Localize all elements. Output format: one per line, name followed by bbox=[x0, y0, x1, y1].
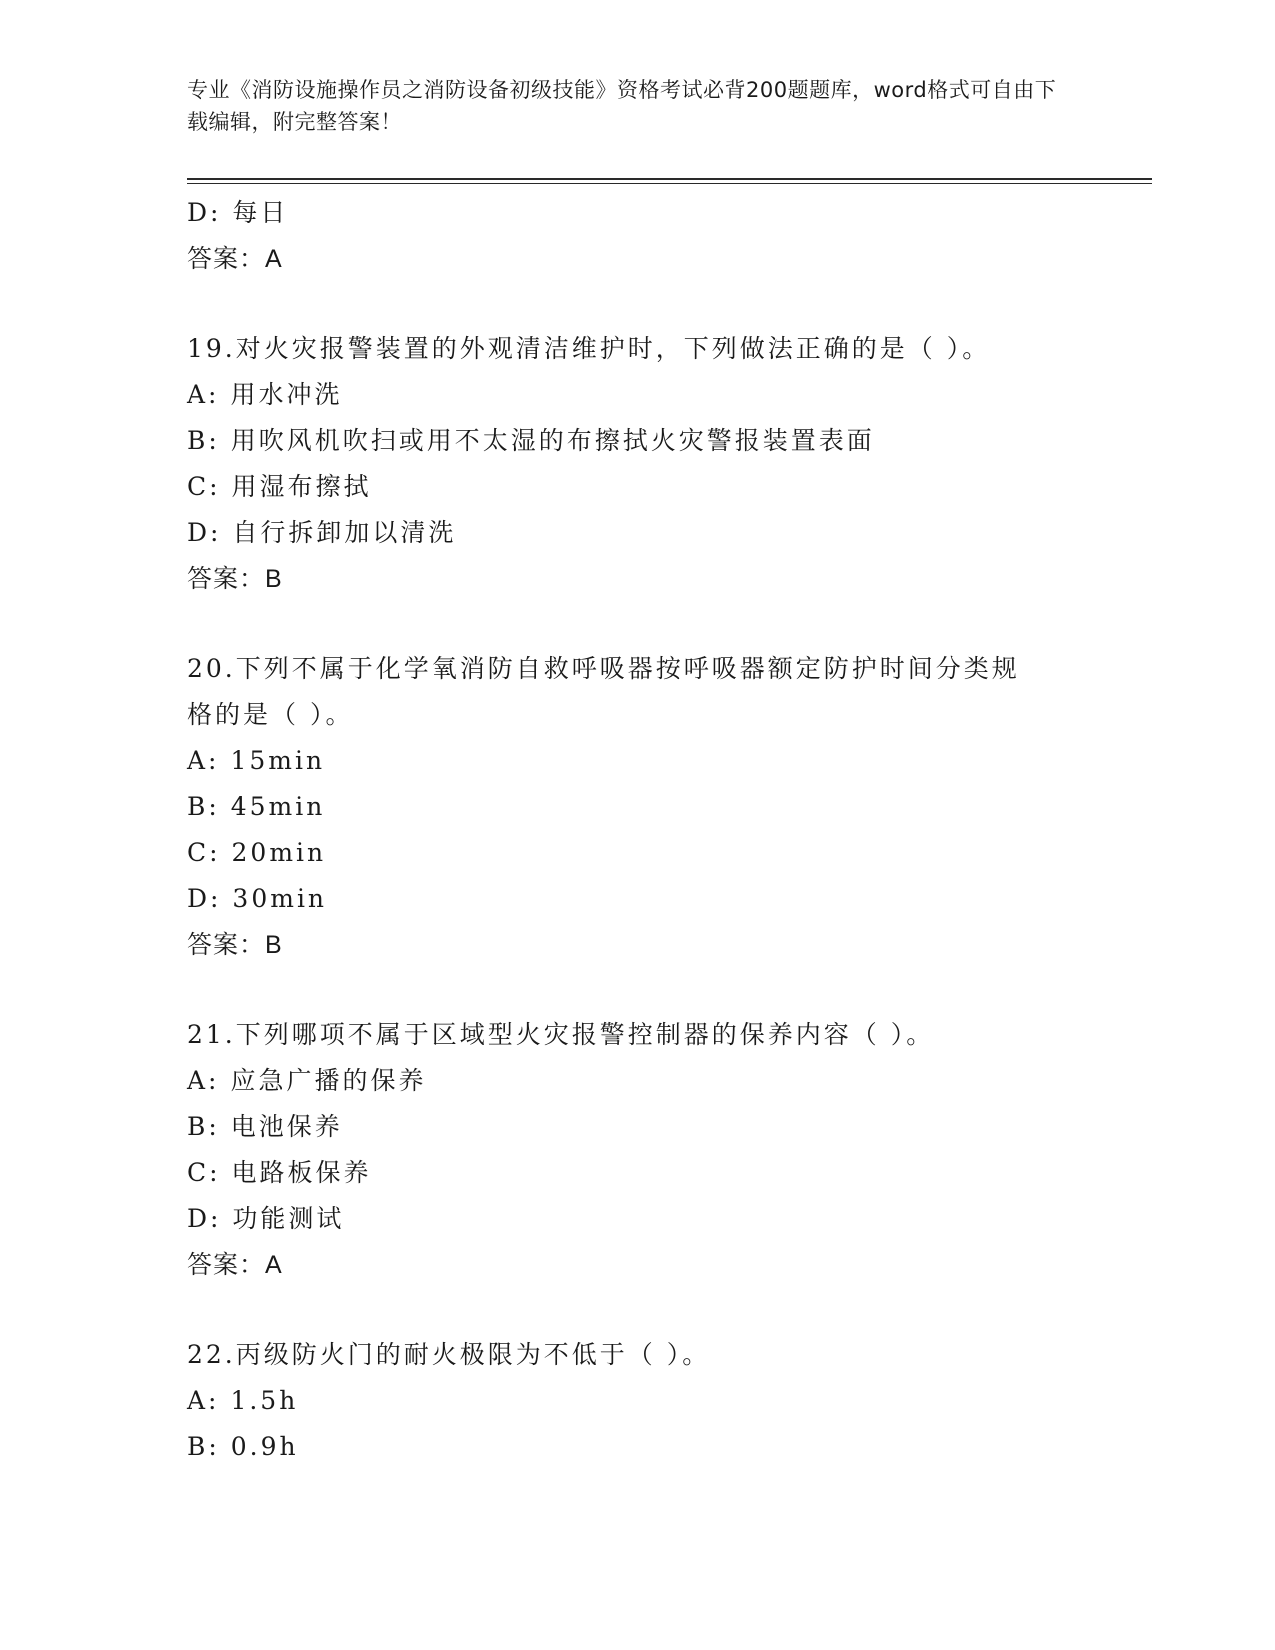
option-line bbox=[187, 190, 1087, 236]
question-text: 下列不属于化学氧消防自救呼吸器按呼吸器额定防护时间分类规格的是（ ）。 bbox=[187, 654, 1020, 729]
option-line bbox=[187, 372, 1087, 418]
option-text: 自行拆卸加以清洗 bbox=[232, 518, 457, 547]
question-block bbox=[187, 1332, 1087, 1470]
option-text: 1.5h bbox=[230, 1386, 299, 1415]
option-line bbox=[187, 784, 1087, 830]
question-stem bbox=[187, 646, 1047, 738]
question-stem bbox=[187, 1332, 1087, 1378]
answer-line: 答案：A bbox=[187, 1251, 283, 1279]
answer-line: 答案：B bbox=[187, 931, 283, 959]
option-text: 电池保养 bbox=[230, 1112, 343, 1141]
question-block bbox=[187, 646, 1087, 968]
option-text: 用水冲洗 bbox=[230, 380, 343, 409]
option-line bbox=[187, 1104, 1087, 1150]
option-text: 电路板保养 bbox=[231, 1158, 372, 1187]
question-number: 22. bbox=[187, 1340, 236, 1369]
question-text: 丙级防火门的耐火极限为不低于（ ）。 bbox=[235, 1340, 711, 1369]
option-line bbox=[187, 464, 1087, 510]
question-stem bbox=[187, 326, 1087, 372]
option-text: 功能测试 bbox=[232, 1204, 345, 1233]
option-label: C: bbox=[187, 472, 221, 501]
question-block bbox=[187, 326, 1087, 602]
option-text: 用吹风机吹扫或用不太湿的布擦拭火灾警报装置表面 bbox=[230, 426, 875, 455]
option-label: D: bbox=[187, 198, 222, 227]
option-label: C: bbox=[187, 838, 221, 867]
question-number: 20. bbox=[187, 654, 236, 683]
option-label: A: bbox=[187, 746, 220, 775]
question-block bbox=[187, 1012, 1087, 1288]
option-text: 用湿布擦拭 bbox=[231, 472, 372, 501]
document-body bbox=[187, 190, 1087, 1470]
option-label: B: bbox=[187, 426, 220, 455]
option-label: A: bbox=[187, 1386, 220, 1415]
option-line bbox=[187, 738, 1087, 784]
answer-line: 答案：A bbox=[187, 245, 283, 273]
option-line bbox=[187, 1196, 1087, 1242]
option-line bbox=[187, 1424, 1087, 1470]
option-text: 20min bbox=[231, 838, 327, 867]
answer-line: 答案：B bbox=[187, 565, 283, 593]
option-text: 应急广播的保养 bbox=[230, 1066, 427, 1095]
option-text: 每日 bbox=[232, 198, 289, 227]
document-header: 专业《消防设施操作员之消防设备初级技能》资格考试必背200题题库，word格式可自由下载编辑，附完整答案！ bbox=[187, 78, 1057, 134]
question-number: 19. bbox=[187, 334, 236, 363]
option-line bbox=[187, 830, 1087, 876]
option-label: D: bbox=[187, 518, 222, 547]
question-text: 对火灾报警装置的外观清洁维护时，下列做法正确的是（ ）。 bbox=[235, 334, 991, 363]
option-line bbox=[187, 418, 1087, 464]
question-text: 下列哪项不属于区域型火灾报警控制器的保养内容（ ）。 bbox=[235, 1020, 935, 1049]
option-text: 15min bbox=[230, 746, 326, 775]
option-label: B: bbox=[187, 1112, 220, 1141]
option-line bbox=[187, 876, 1087, 922]
option-label: A: bbox=[187, 380, 220, 409]
header-divider-thin bbox=[187, 183, 1152, 184]
option-text: 0.9h bbox=[230, 1432, 299, 1461]
option-line bbox=[187, 1150, 1087, 1196]
option-label: B: bbox=[187, 792, 220, 821]
option-text: 45min bbox=[230, 792, 326, 821]
option-line bbox=[187, 510, 1087, 556]
option-text: 30min bbox=[232, 884, 328, 913]
option-label: B: bbox=[187, 1432, 220, 1461]
question-number: 21. bbox=[187, 1020, 236, 1049]
option-line bbox=[187, 1378, 1087, 1424]
option-label: A: bbox=[187, 1066, 220, 1095]
header-divider-thick bbox=[187, 178, 1152, 180]
option-label: D: bbox=[187, 1204, 222, 1233]
option-label: D: bbox=[187, 884, 222, 913]
option-label: C: bbox=[187, 1158, 221, 1187]
question-stem bbox=[187, 1012, 1087, 1058]
option-line bbox=[187, 1058, 1087, 1104]
